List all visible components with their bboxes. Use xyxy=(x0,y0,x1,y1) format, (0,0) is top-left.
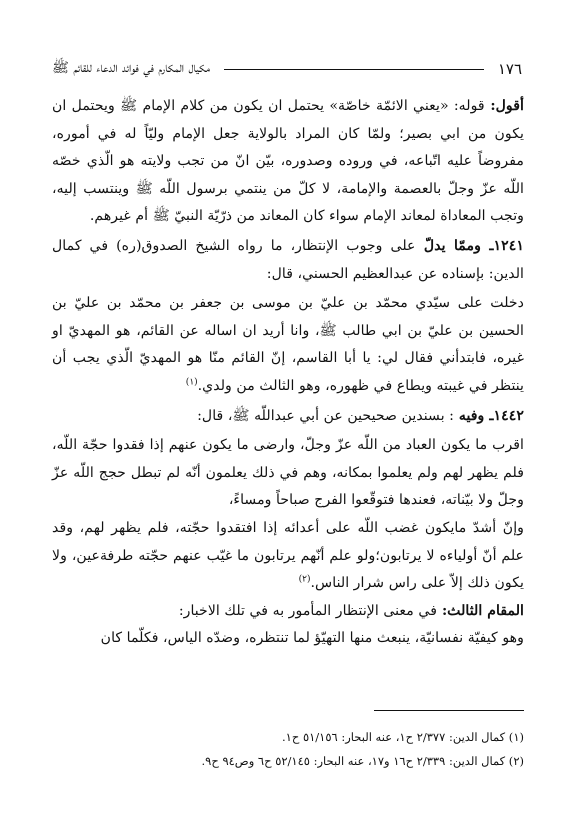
paragraph-lead: أقول: xyxy=(484,98,524,114)
paragraph-narration-2a xyxy=(52,432,524,515)
paragraph-last xyxy=(52,625,524,653)
paragraph-lead: ١٤٤٢ـ وفيه xyxy=(453,407,524,424)
paragraph-hadith-1241 xyxy=(52,233,524,288)
footnote-rule xyxy=(374,710,524,711)
paragraph-text: في معنى الإنتظار المأمور به في تلك الاخبار: xyxy=(178,602,437,619)
paragraph-hadith-1442 xyxy=(52,403,524,431)
running-title: مكيال المكارم في فوائد الدعاء للقائم ﷺ xyxy=(52,60,210,76)
paragraph-narration-2b xyxy=(52,515,524,598)
footnote-2: (٢) كمال الدين: ٢/٣٣٩ ح١٦ و١٧، عنه البحار: ٥٢/١٤٥ ح٦ وص٩٤ ح٩. xyxy=(201,754,524,768)
paragraph-comment xyxy=(52,93,524,231)
footnote-ref-2: (٢) xyxy=(298,574,311,585)
body-text xyxy=(52,93,524,653)
page-number: ١٧٦ xyxy=(497,60,522,78)
paragraph-text: وإنّ أشدّ مايكون غضب اللّه على أعدائه إذا افتقدوا حجّته، فلم يظهر لهم، وقد علم أنّ أولياءه لا يرتابون؛ولو علم أنّهم يرتابون ما غيّب عنهم حجّته طرفةعين، ولا يكون ذلك إلاّ على راس شرار الناس. xyxy=(52,519,524,592)
header-rule xyxy=(224,69,484,70)
footnotes xyxy=(52,710,524,773)
paragraph-text: دخلت على سيّدي محمّد بن عليّ بن موسى بن جعفر بن محمّد بن عليّ بن الحسين بن عليّ بن ابي طالب ﷺ، وانا أريد ان اساله عن القائم، هو المهديّ او غيره، فابتدأني فقال لي: يا أبا القاسم، إنّ القائم منّا هو المهديّ الّذي يجب أن ينتظر في غيبته ويطاع في ظهوره، وهو الثالث من ولدي. xyxy=(52,295,524,394)
page-header xyxy=(52,56,522,82)
footnote-ref-1: (١) xyxy=(185,377,198,388)
paragraph-text: قوله: «يعني الائمّة خاصّة» يحتمل ان يكون من كلام الإمام ﷺ ويحتمل ان يكون من ابي بصير؛ ولمّا كان المراد بالولاية جعل الإمام وليّاً له في أموره، مفروضاً عليه اتّباعه، في وروده وصدوره، بيّن انّ من تجب ولايته هو الّذي خصّه اللّه عزّ وجلّ بالعصمة والإمامة، لا كلّ من ينتمي برسول اللّه ﷺ وينتسب إليه، وتجب المعاداة لمعاند الإمام سواء كان المعاند من ذرّيّة النبيّ ﷺ أم غيرهم. xyxy=(52,98,524,225)
paragraph-lead: ١٢٤١ـ وممّا يدلّ xyxy=(415,237,524,254)
paragraph-text: وهو كيفيّة نفسانيّة، ينبعث منها التهيّؤ لما تنتظره، وضدّه الياس، فكلّما كان xyxy=(100,630,524,647)
footnote-1: (١) كمال الدين: ٢/٣٧٧ ح١، عنه البحار: ٥١/١٥٦ ح١. xyxy=(282,730,524,744)
section-heading: المقام الثالث: xyxy=(437,602,524,619)
paragraph-section-heading xyxy=(52,598,524,626)
paragraph-text: اقرب ما يكون العباد من اللّه عزّ وجلّ، وارضى ما يكون عنهم إذا فقدوا حجّة اللّه، فلم يظهر لهم ولم يعلموا بمكانه، وهم في ذلك يعلمون أنّه لم تبطل حجج اللّه عزّ وجلّ ولا بيّناته، فعندها فتوقّعوا الفرج صباحاً ومساءً، xyxy=(52,437,524,509)
paragraph-narration-1 xyxy=(52,290,524,400)
paragraph-text: على وجوب الإنتظار، ما رواه الشيخ الصدوق(ره) في كمال الدين: بإسناده عن عبدالعظيم الحسني، قال: xyxy=(52,237,524,282)
paragraph-text: : بسندين صحيحين عن أبي عبداللّه ﷺ، قال: xyxy=(197,407,454,424)
